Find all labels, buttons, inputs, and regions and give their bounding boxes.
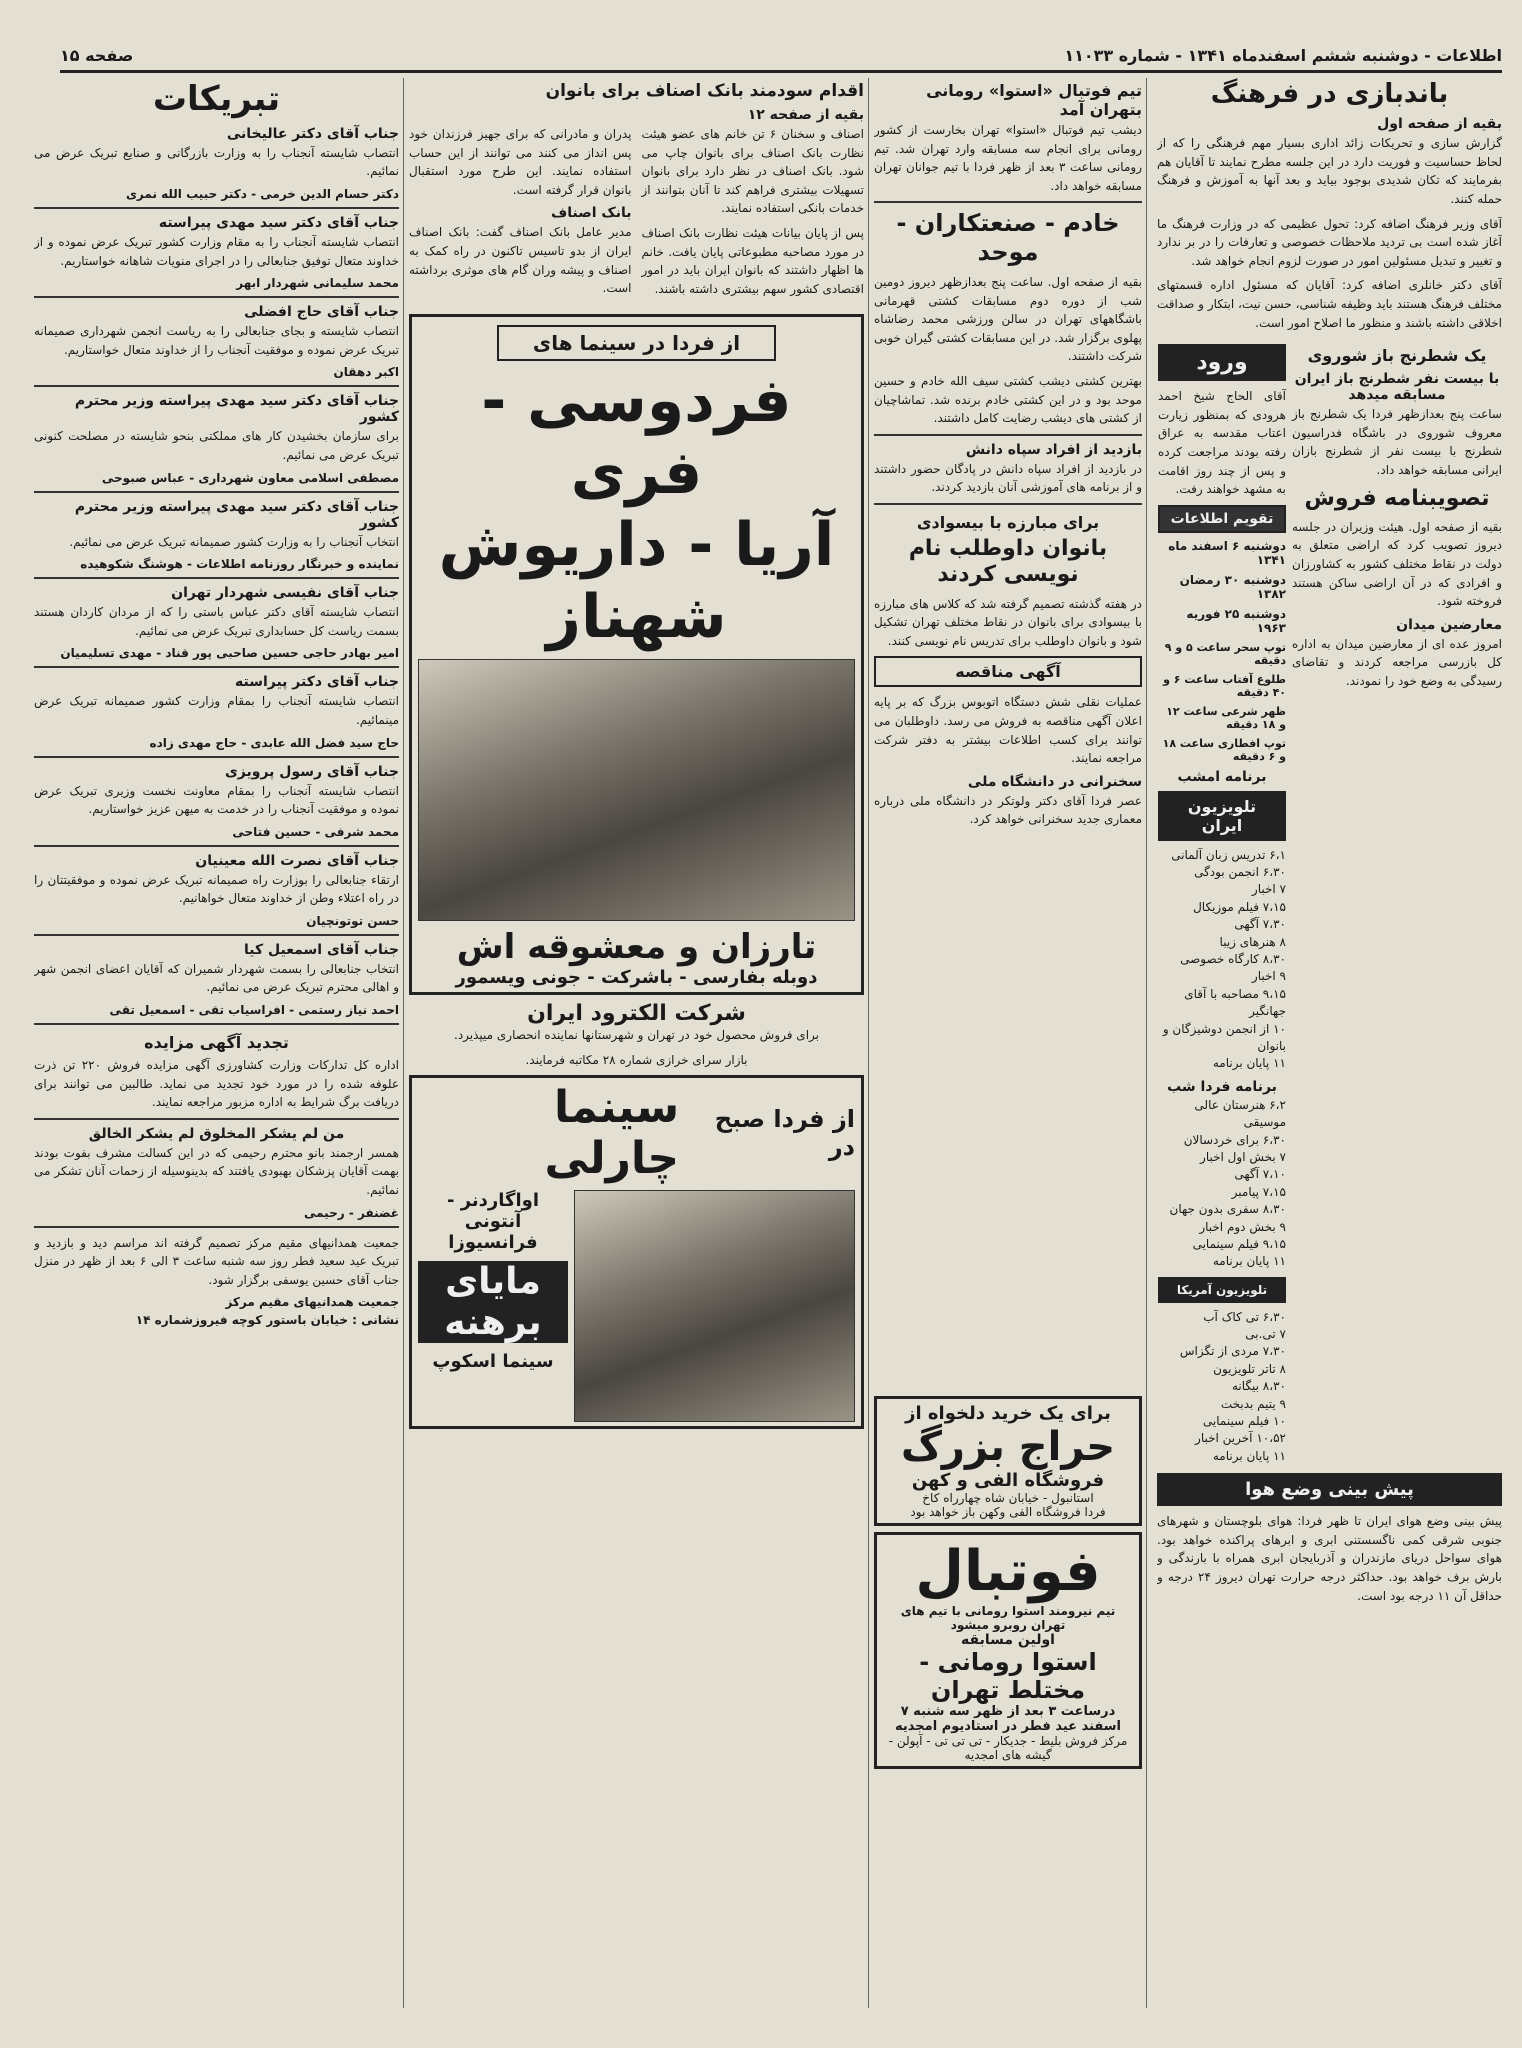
article-paragraph: دیشب تیم فوتبال «استوا» تهران بخارست از کشور رومانی برای انجام سه مسابقه وارد تهران شد. تیم رومانی ساعت ۳ بعد از ظهر فردا با تیم جوانان تهران مسابقه خواهد داد. [874,123,1142,193]
tv-item: ۹،۱۵ مصاحبه با آقای جهانگیر [1184,986,1286,1019]
article-paragraph: آقای دکتر خانلری اضافه کرد: آقایان که مسئول اداره قسمتهای مختلف فرهنگ هستند باید وظیفه شناسی، حسن نیت، ابتکار و صداقت اخلاقی داشته باشند و منظور ما اصلاح امور است. [1157,278,1502,330]
cinema-names-3: شهناز [546,582,727,653]
auction-renew-text: اداره کل تدارکات وزارت کشاورزی آگهی مزایده فروش ۲۲۰ تن ذرت علوفه شده را در مورد خود تجدید می نماید. طالبین می توانند برای دریافت برگ شرایط به اداره مزبور مراجعه نمایند. [34,1058,399,1110]
headline-culture: باندبازی در فرهنگ [1210,79,1449,109]
congrats-head: جناب آقای دکتر سید مهدی پیراسته وزیر محترم کشور [74,498,399,531]
article-paragraph: گزارش سازی و تحریکات زائد اداری بسیار مهم فرهنگی را که از لحاظ حساسیت و فوریت دارد در این جلسه مطرح نمایند تا آقایان هم بفرمایند که تکان شدیدی بوجود بیاید و بعد آنها به آموزش و فرهنگ حمله کنند. [1157,136,1502,206]
congrats-title: تبریکات [152,79,281,119]
auction-head: برای یک خرید دلخواه از [905,1403,1111,1424]
tv-item: ۶،۳۰ انجمن بودگی [1194,865,1286,880]
cinema-names-1: فردوسی - فری [481,366,792,509]
divider [874,201,1142,203]
divider [34,1023,399,1025]
headline-bank: اقدام سودمند بانک اصناف برای بانوان [545,81,864,101]
bottom-ads [874,1390,1142,1775]
article-paragraph: بقیه از صفحه اول. ساعت پنج بعدازظهر دیروز دومین شب از دوره دوم مسابقات کشتی قهرمانی باشگاههای تهران در سالن ورزشی محمد رضاشاه پهلوی برگزار شد. در این مسابقات کشتی گیران خوبی شرکت داشتند. [874,274,1142,364]
calendar-title: تقویم اطلاعات [1158,505,1286,533]
tv-item: ۷،۳۰ آگهی [1234,917,1286,932]
tv-item: ۹ اخبار [1251,969,1286,984]
charlie-heading [418,1082,855,1184]
congrats-text: انتصاب شایسته آنجناب را بمقام وزارت کشور صمیمانه تبریک عرض مینمائیم. [34,694,399,727]
exhibit-text: امروز عده ای از معارضین میدان به اداره کل بازرسی مراجعه کردند و تقاضای رسیدگی به وضع خود را نمودند. [1292,636,1502,689]
column-c [409,75,864,2018]
congrats-item [34,585,399,660]
headline-wrestling: خادم - صنعتکاران - موحد [896,209,1120,267]
tv-item: ۱۱ پایان برنامه [1212,1254,1286,1269]
tv-item: ۷،۱۵ پیامبر [1231,1184,1286,1199]
charlie-film: مایای برهنه [418,1261,568,1343]
congrats-item [34,215,399,290]
charlie-credits [418,1190,568,1422]
time-line: ظهر شرعی ساعت ۱۲ و ۱۸ دقیقه [1166,704,1286,731]
congrats-item [34,942,399,1017]
tv-america-logo: تلویزیون آمریکا [1158,1277,1286,1303]
congrats-text: ارتقاء جنابعالی را بوزارت راه صمیمانه تبریک عرض نموده و موفقیتتان را در راه اعتلاء وطن از خداوند متعال خواهانیم. [34,872,399,906]
congrats-sig: حاج سید فضل الله عابدی - حاج مهدی زاده [149,735,399,750]
thanks-sig: غضنفر - رحیمی [304,1205,399,1220]
divider [34,756,399,758]
tv-item: ۱۱ پایان برنامه [1212,1448,1286,1463]
assoc-address: نشانی : خیابان باستور کوچه فیروزشماره ۱۴ [135,1313,399,1328]
congrats-sig: محمد سلیمانی شهردار ابهر [236,276,399,291]
visit-title: بازدید از افراد سپاه دانش [965,441,1142,458]
cinema-ad-tarzan [409,314,864,995]
entry-text: آقای الحاج شیخ احمد هرودی که بمنظور زیارت اعتاب مقدسه به عراق رفته بودند مراجعت کرده و پس از چند روز اقامت به مشهد خواهند رفت. [1158,389,1286,497]
headline-football-arrival: تیم فوتبال «استوا» رومانی بتهران آمد [926,81,1142,119]
masthead-issue: اطلاعات - دوشنبه ششم اسفندماه ۱۳۴۱ - شماره ۱۱۰۳۳ [1064,45,1502,65]
article-paragraph: پدران و مادرانی که برای جهیز فرزندان خود پس انداز می کنند می توانند از این حساب استفاده نمایند. این طرح مورد استقبال بانوان قرار گرفته است. [409,127,632,197]
congrats-sig: نماینده و خبرنگار روزنامه اطلاعات - هوشنگ شکوهیده [80,557,399,572]
divider [34,1118,399,1120]
tonight-label: برنامه امشب [1177,768,1267,785]
congrats-item [34,304,399,379]
congrats-item [34,393,399,484]
auction-address: استانبول - خیابان شاه چهارراه کاخ [922,1491,1094,1505]
charlie-name: سینما چارلی [544,1082,680,1185]
tv-item: ۱۰ فیلم سینمایی [1202,1414,1286,1429]
congrats-text: انتخاب آنجناب را به وزارت کشور صمیمانه تبریک عرض می نمائیم. [69,534,399,549]
congrats-text: انتصاب شایسته آقای دکتر عباس باستی را که از مردان کاردان هستند بسمت ریاست کل حسابداری تبریک عرض می نمائیم. [34,605,399,638]
congrats-text: انتصاب شایسته آنجناب را به مقام وزارت کشور تبریک عرض نموده و از خداوند متعال توفیق جنابعالی را در اجرای منویات شاهانه خواستاریم. [34,234,399,268]
charlie-stars: اواگاردنر - آنتونی فرانسیوزا [446,1190,540,1254]
auction-big: حراج بزرگ [900,1424,1116,1470]
tv-item: ۸،۳۰ سفری بدون جهان [1169,1202,1286,1217]
bank-article [409,125,864,304]
football-time: درساعت ۳ بعد از ظهر سه شنبه ۷ اسفند عید فطر در استادیوم امجدیه [895,1704,1121,1734]
divider [34,296,399,298]
tv-item: ۷ بخش اول اخبار [1200,1149,1286,1164]
article-paragraph: آقای وزیر فرهنگ اضافه کرد: تحول عظیمی که در وزارت فرهنگ ما آغاز شده است بی تردید ملاحظات خصوصی و تعارفات را در بر ندارد و تغییر و تبدیل مسئولین امور در صورت لزوم انجام خواهد شد. [1157,216,1502,268]
football-tickets: مرکز فروش بلیط - جدیکار - تی تی تی - آپولن - گیشه های امجدیه [888,1734,1128,1762]
literacy-subtitle: بانوان داوطلب نام نویسی کردند [908,535,1108,588]
assoc-text: جمعیت همدانیهای مقیم مرکز تصمیم گرفته اند مراسم دید و بازدید و تبریک عید سعید فطر روز سه شنبه ساعت ۳ الی ۶ بعد از ظهر در منزل جناب آقای حسین یوسفی برگزار شود. [34,1235,399,1287]
time-line: توپ افطاری ساعت ۱۸ و ۶ دقیقه [1162,736,1286,763]
auction-store: فروشگاه الفی و کهن [911,1470,1105,1491]
literacy-title: برای مبارزه با بیسوادی [916,512,1100,532]
talk-title: سخنرانی در دانشگاه ملی [967,773,1142,790]
calendar-line: دوشنبه ۲۵ فوریه ۱۹۶۳ [1186,606,1286,635]
masthead [60,40,1502,73]
tv-iran-logo: تلویزیون ایران [1158,791,1286,841]
divider [34,1226,399,1228]
congrats-head: جناب آقای نصرت الله معینیان [195,852,399,869]
divider [34,385,399,387]
column-rule [403,78,404,2008]
football-title: فوتبال [915,1539,1101,1604]
auction-renew-title: تجدید آگهی مزایده [144,1033,289,1053]
calendar-line: دوشنبه ۳۰ رمضان ۱۳۸۲ [1179,572,1286,601]
divider [34,577,399,579]
tender-text: عملیات نقلی شش دستگاه اتوبوس بزرگ که بر پایه اعلان آگهی مناقصه به فروش می رسد. داوطلبان می توانند برای کسب اطلاعات بیشتر به دفتر شرکت مراجعه نمایند. [874,695,1142,766]
tv-item: ۹ بخش دوم اخبار [1199,1219,1286,1234]
congrats-item [34,674,399,749]
bank-subhead: بانک اصناف [550,205,632,222]
divider [874,434,1142,436]
congrats-text: انتخاب جنابعالی را بسمت شهردار شمیران که آقایان اعضای انجمن شهر و اهالی محترم تبریک عرض می نمائیم. [34,961,399,995]
congrats-head: جناب آقای حاج افضلی [244,304,399,321]
auction-ad [874,1396,1142,1526]
tv-item: ۸،۳۰ کارگاه خصوصی [1180,952,1286,967]
congrats-head: جناب آقای رسول پرویزی [224,763,399,780]
thanks-title: من لم یشکر المخلوق لم یشکر الخالق [88,1125,345,1142]
tv-item: ۷،۱۵ فیلم موزیکال [1193,899,1286,914]
exhibit-title: معارضین میدان [1396,616,1502,633]
tv-iran-tomorrow-list [1158,1097,1286,1271]
charlie-photo [574,1190,855,1422]
congrats-head: جناب آقای نفیسی شهردار تهران [171,585,399,602]
article-paragraph: مدیر عامل بانک اصناف گفت: بانک اصناف ایران از بدو تاسیس تاکنون در راه کمک به اصناف و پیشه وران گام های موثری برداشته است. [409,225,632,296]
tv-item: ۱۱ پایان برنامه [1212,1056,1286,1071]
divider [34,934,399,936]
literacy-text: در هفته گذشته تصمیم گرفته شد که کلاس های مبارزه با بیسوادی برای بانوان در نقاط مختلف تهران تشکیل شود و بانوان داوطلب برای تدریس نام نویسی کنند. [874,596,1142,648]
charlie-tech: سینما اسکوپ [432,1351,554,1373]
film-title: تارزان و معشوقه اش [456,927,817,968]
tv-iran-list [1158,847,1286,1073]
electrode-title: شرکت الکترود ایران [527,1001,746,1027]
tv-item: ۱۰،۵۲ آخرین اخبار [1195,1431,1286,1446]
entry-title: ورود [1158,344,1286,381]
cinema-ad-charlie [409,1075,864,1429]
calendar-line: دوشنبه ۶ اسفند ماه ۱۳۴۱ [1168,538,1286,567]
from-tomorrow-label: از فردا در سینما های [497,325,775,361]
article-paragraph: اصناف و سخنان ۶ تن خانم های عضو هیئت نظارت بانک اصناف برای بانوان چاپ می شود. بانک اصناف در نظر دارد برای بانوان تسهیلات بیشتری فراهم کند تا آنان بتوانند از خدمات بانکی استفاده نمایند. [641,127,864,216]
time-line: توپ سحر ساعت ۵ و ۹ دقیقه [1164,640,1286,667]
chess-subtitle: با بیست نفر شطرنج باز ایران مسابقه میدهد [1294,371,1500,404]
tv-item: ۹ یتیم بدبخت [1220,1396,1286,1411]
congrats-item [34,499,399,572]
congrats-head: جناب آقای دکتر عالیخانی [226,125,399,142]
tasvib-title: تصویبنامه فروش [1304,485,1490,511]
column-rule [1146,78,1147,2008]
tv-item: ۹،۱۵ فیلم سینمایی [1192,1236,1286,1251]
electrode-text: برای فروش محصول خود در تهران و شهرستانها نماینده انحصاری میپذیرد. [454,1028,819,1043]
divider [34,845,399,847]
football-team: استوا رومانی - مختلط تهران [919,1648,1097,1704]
weather-title: پیش بینی وضع هوا [1157,1473,1502,1506]
congrats-sig: مصطفی اسلامی معاون شهرداری - عباس صبوحی [101,470,399,485]
tv-item: ۱۰ از انجمن دوشیزگان و بانوان [1162,1021,1286,1053]
chess-title: یک شطرنج باز شوروی [1307,346,1487,366]
congrats-sig: محمد شرفی - حسین فتاحی [232,824,399,839]
congrats-sig: امیر بهادر حاجی حسین صاحبی پور قناد - مهدی تسلیمیان [60,646,399,661]
assoc-sig: جمعیت همدانیهای مقیم مرکز [225,1295,399,1310]
congrats-sig: دکتر حسام الدین خرمی - دکتر حبیب الله نمری [125,186,399,201]
congrats-text: انتصاب شایسته و بجای جنابعالی را به ریاست انجمن شهرداری صمیمانه تبریک عرض نموده و موفقیت آنجناب را از خداوند متعال خواستاریم. [34,324,399,357]
masthead-page-number: صفحه ۱۵ [60,45,134,65]
tasvib-text: بقیه از صفحه اول. هیئت وزیران در جلسه دیروز تصویب کرد که اراضی متعلق به دولت در نقاط مختلف کشور به کشاورزان و افرادی که در آن اراضی ساکن هستند فروخته شود. [1292,519,1502,609]
congrats-text: انتصاب شایسته آنجناب را به وزارت بازرگانی و صنایع تبریک عرض می نمائیم. [34,145,399,179]
football-ad [874,1532,1142,1769]
congrats-sig: اکبر دهقان [333,365,399,380]
congrats-head: جناب آقای دکتر پیراسته [234,674,399,691]
column-d [34,75,399,2018]
article-paragraph: پس از پایان بیانات هیئت نظارت بانک اصناف در مورد مصاحبه مطبوعاتی پایان یافت. خانم ها اظهار داشتند که بانوان ایران باید در امور اقتصادی کشور سهم بیشتری داشته باشند. [641,225,864,296]
time-line: طلوع آفتاب ساعت ۶ و ۴۰ دقیقه [1163,672,1286,699]
thanks-text: همسر ارجمند بانو محترم رحیمی که در این کسالت مشرف بفوت بودند بهمت آقایان پزشکان بهبودی یافتند که بدینوسیله از زحمات آنان تشکر می نمائیم. [34,1145,399,1198]
tv-item: ۸ تاتر تلویزیون [1213,1361,1286,1376]
electrode-address: بازار سرای خرازی شماره ۲۸ مکاتبه فرمایند. [525,1052,748,1067]
tv-item: ۸،۳۰ بیگانه [1231,1379,1286,1394]
charlie-from: از فردا صبح در [714,1105,855,1162]
tender-title: آگهی مناقصه [874,656,1142,687]
tv-item: ۶،۱ تدریس زبان آلمانی [1171,847,1286,862]
congrats-head: جناب آقای اسمعیل کیا [244,941,399,958]
tarzan-photo [418,659,855,921]
tv-item: ۶،۲ هنرستان عالی موسیقی [1194,1097,1286,1130]
film-dub: دوبله بفارسی - باشرکت - جونی ویسمور [455,967,818,989]
tasvib-side [1292,338,1502,1465]
divider [874,503,1142,505]
congrats-sig: حسن توتونچیان [306,913,399,928]
divider [34,207,399,209]
congrats-item [34,853,399,928]
chess-text: ساعت پنج بعدازظهر فردا یک شطرنج باز معروف شوروی در باشگاه فدراسیون شطرنج با بیست نفر از شطرنج بازان ایرانی مسابقه خواهد داد. [1292,407,1502,477]
tv-america-list [1158,1309,1286,1466]
talk-text: عصر فردا آقای دکتر ولوتکر در دانشگاه ملی درباره معماری جدید سخنرانی خواهد کرد. [874,793,1142,827]
column-a [1157,75,1502,2018]
electrode-ad [409,1001,864,1069]
congrats-text: برای سازمان بخشیدن کار های مملکتی بنحو شایسته در مصلحت کنونی تبریک عرض می نمائیم. [34,429,399,462]
congrats-item [34,764,399,839]
tv-item: ۶،۳۰ برای خردسالان [1183,1132,1286,1147]
continued-label: بقیه از صفحه ۱۲ [747,107,864,123]
tv-item: ۷،۱۰ آگهی [1234,1167,1286,1182]
weather-text: پیش بینی وضع هوای ایران تا ظهر فردا: هوای بلوچستان و شهرهای جنوبی شرقی کمی ناگسستنی ابری و ابرهای پراکنده خواهد بود. هوای سواحل دریای مازندران و آذربایجان ابری همراه با بارندگی و بارش برف خواهد بود. حداکثر درجه حرارت تهران دیروز ۲۴ درجه و حداقل آن ۱۱ درجه بود است. [1157,1514,1502,1603]
tv-item: ۸ هنرهای زیبا [1219,934,1286,949]
article-paragraph: بهترین کشتی دیشب کشتی سیف الله خادم و حسین موحد بود و در این کشتی خادم برنده شد. تماشاچیان از کشتی های دیشب رضایت کامل داشتند. [874,373,1142,426]
column-rule [868,78,869,2008]
divider [34,491,399,493]
tv-item: ۶،۳۰ تی کاک آب [1203,1309,1286,1324]
congrats-head: جناب آقای دکتر سید مهدی پیراسته وزیر محترم کشور [74,393,399,426]
congrats-sig: احمد نیاز رستمی - افراسیاب تقی - اسمعیل تقی [109,1003,399,1018]
football-sub: تیم نیرومند استوا رومانی با تیم های تهران روبرو میشود [900,1604,1116,1632]
visit-text: در بازدید از افراد سپاه دانش در پادگان حضور داشتند و از برنامه های آموزشی آنان بازدید کردند. [874,461,1142,495]
cinema-names-2: آریا - داریوش [438,510,835,581]
divider [34,666,399,668]
tv-item: ۷ تی.بی [1245,1327,1286,1342]
congrats-head: جناب آقای دکتر سید مهدی پیراسته [158,214,399,231]
sidebar-boxes [1158,338,1286,1465]
continued-label: بقیه از صفحه اول [1377,116,1502,133]
congrats-text: انتصاب شایسته آنجناب را بمقام معاونت نخست وزیری تبریک عرض نموده و موفقیت آنجناب را در خدمت به میهن عزیز خواستاریم. [34,783,399,817]
congrats-item [34,126,399,201]
football-first: اولین مسابقه [961,1632,1055,1648]
charlie-body [418,1190,855,1422]
auction-note: فردا فروشگاه الفی وکهن باز خواهد بود [910,1505,1106,1519]
tv-item: ۷،۳۰ مردی از تگزاس [1179,1344,1286,1359]
tomorrow-label: برنامه فردا شب [1167,1078,1277,1095]
tv-item: ۷ اخبار [1251,882,1286,897]
